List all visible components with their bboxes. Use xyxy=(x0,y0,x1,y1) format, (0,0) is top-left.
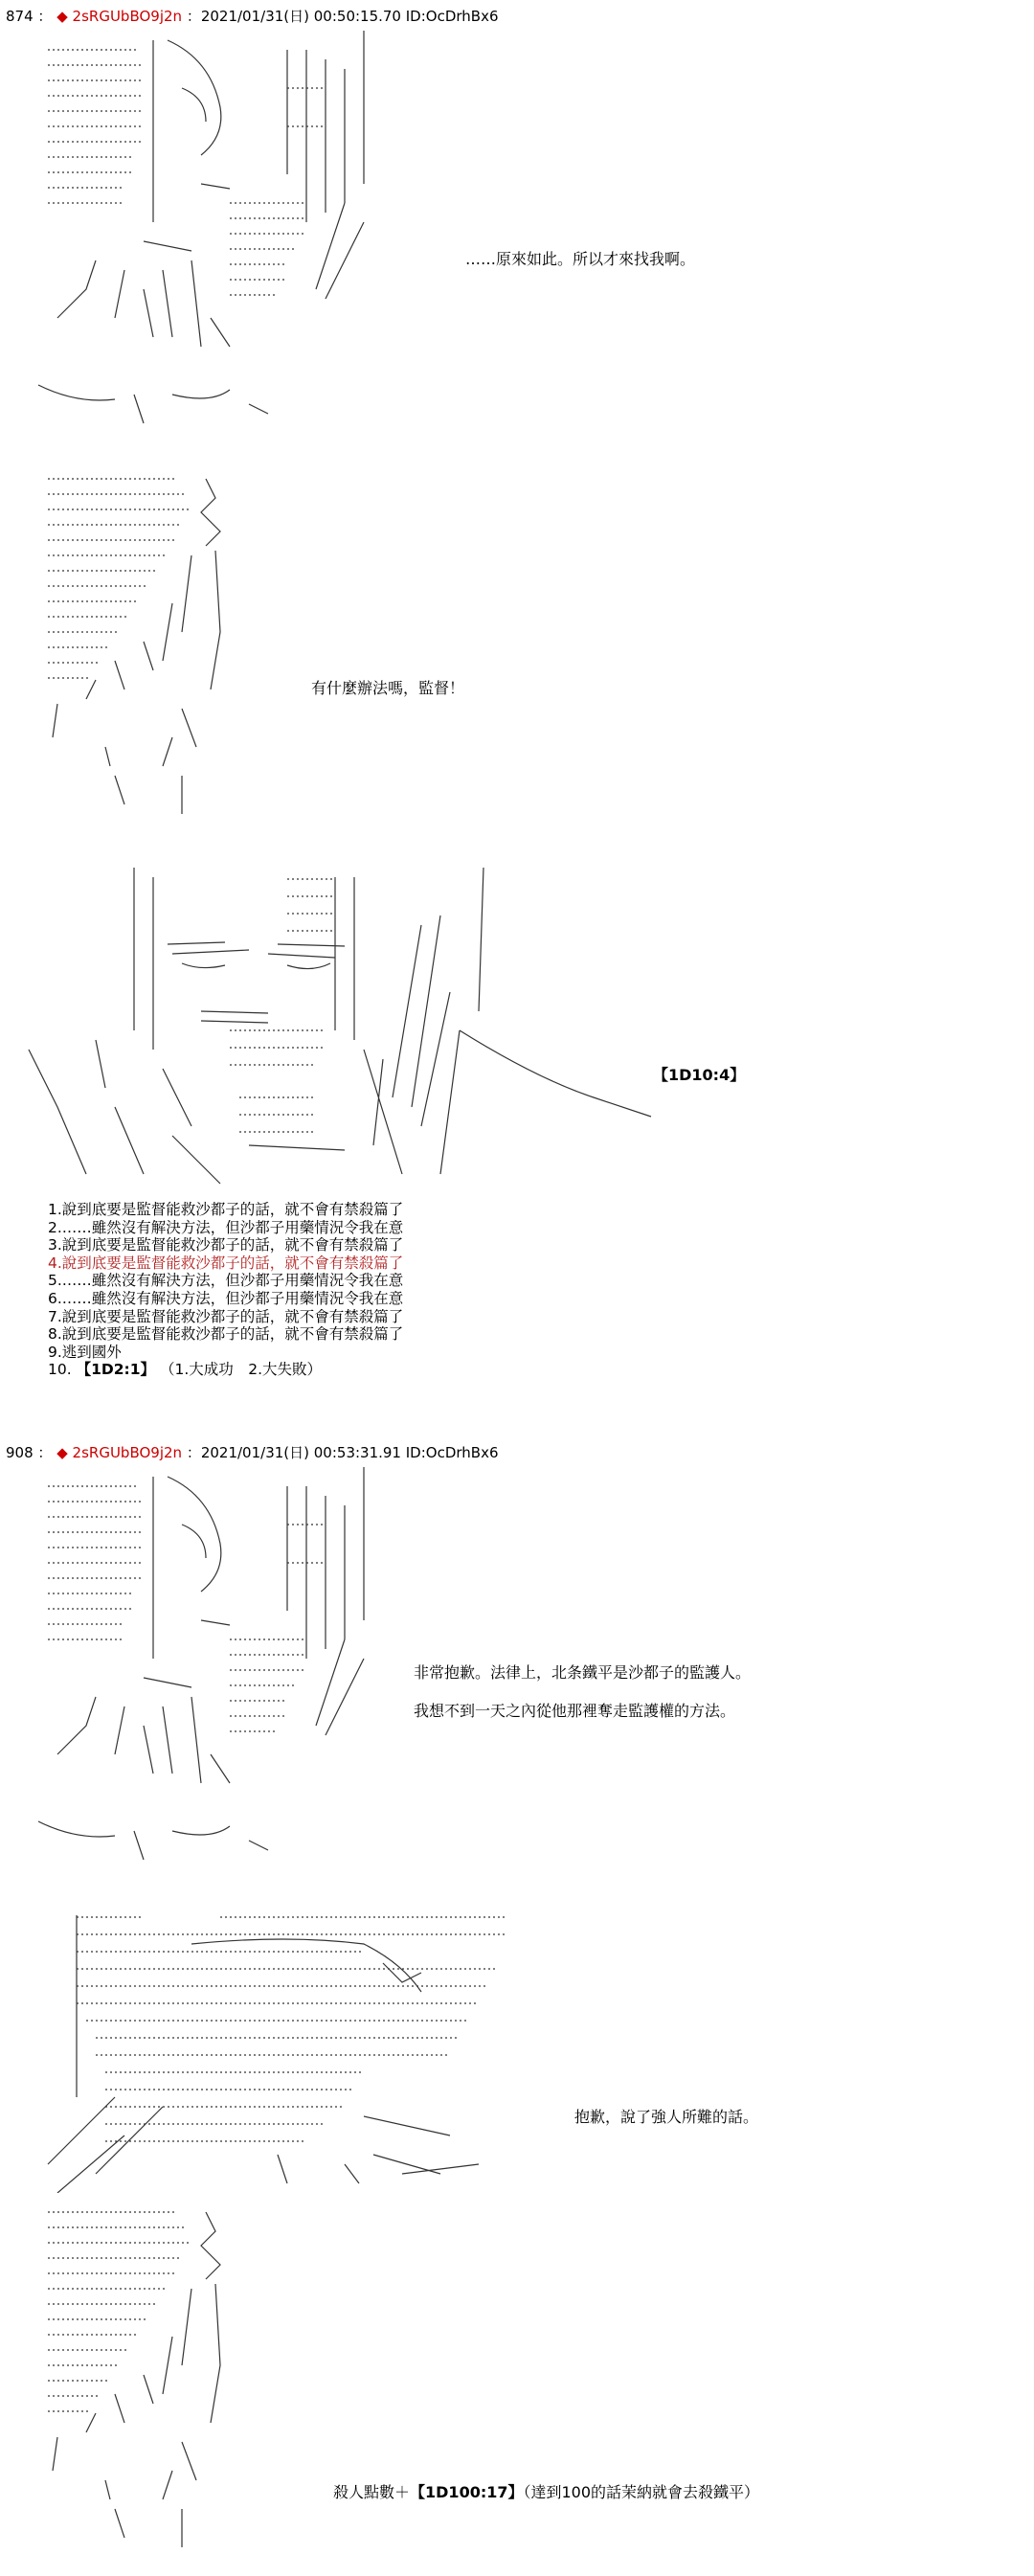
ascii-art-character-a-2 xyxy=(0,1467,440,1869)
ascii-art-character-b-1 xyxy=(0,460,306,824)
choice-item-8: 8.說到底要是監督能救沙都子的話，就不會有禁殺篇了 xyxy=(48,1325,404,1344)
ascii-art-character-c-1 xyxy=(0,858,670,1203)
dice-roll-1d10 xyxy=(653,1063,745,1085)
choice-item-2: 2.……雖然沒有解決方法，但沙都子用藥情況令我在意 xyxy=(48,1218,404,1236)
trip-diamond-icon: ◆ xyxy=(56,1444,68,1461)
post-meta: ：2021/01/31(日) 00:53:31.91 ID:OcDrhBx6 xyxy=(186,1444,499,1461)
dialogue-line-3: 非常抱歉。法律上，北条鐵平是沙都子的監護人。 xyxy=(414,1663,752,1682)
choice-item-10 xyxy=(48,1361,403,1379)
kill-points-label: 殺人點數＋ xyxy=(333,2483,411,2501)
dialogue-line-5: 抱歉，說了強人所難的話。 xyxy=(574,2108,759,2126)
post-separator: ： xyxy=(37,1444,53,1461)
post-number: 874 xyxy=(6,8,34,25)
dice-roll-1d100: 【1D100:17】 xyxy=(410,2483,524,2501)
trip-diamond-icon: ◆ xyxy=(56,8,68,25)
choice-10-prefix: 10. xyxy=(48,1361,72,1379)
choice-item-1: 1.說到底要是監督能救沙都子的話，就不會有禁殺篇了 xyxy=(48,1201,404,1218)
post-number: 908 xyxy=(6,1444,34,1461)
choice-10-dice: 【1D2:1】 xyxy=(76,1361,156,1379)
choice-item-7: 7.說到底要是監督能救沙都子的話，就不會有禁殺篇了 xyxy=(48,1307,404,1325)
post-meta: ：2021/01/31(日) 00:50:15.70 ID:OcDrhBx6 xyxy=(186,8,499,25)
post-separator: ： xyxy=(37,8,53,25)
choice-10-suffix: （1.大成功 2.大失敗） xyxy=(159,1361,323,1379)
choice-item-9: 9.逃到國外 xyxy=(48,1343,122,1361)
dialogue-line-6 xyxy=(333,2480,759,2502)
kill-points-note: （達到100的話茉納就會去殺鐵平） xyxy=(523,2483,760,2501)
dice-result: 【1D10:4】 xyxy=(653,1066,746,1084)
dialogue-line-4: 我想不到一天之內從他那裡奪走監護權的方法。 xyxy=(414,1702,736,1720)
dialogue-line-1: ……原來如此。所以才來找我啊。 xyxy=(465,250,696,268)
ascii-art-character-b-2 xyxy=(0,2193,306,2557)
ascii-art-character-d xyxy=(0,1906,536,2193)
choice-item-6: 6.……雖然沒有解決方法，但沙都子用藥情況令我在意 xyxy=(48,1289,404,1307)
post-header-874 xyxy=(6,6,499,26)
choice-item-5: 5.……雖然沒有解決方法，但沙都子用藥情況令我在意 xyxy=(48,1272,404,1290)
post-header-908 xyxy=(6,1442,499,1462)
choice-list xyxy=(48,1201,403,1379)
trip-code-link[interactable]: 2sRGUbBO9j2n xyxy=(72,8,183,25)
choice-item-3: 3.說到底要是監督能救沙都子的話，就不會有禁殺篇了 xyxy=(48,1236,404,1254)
ascii-art-character-a-1 xyxy=(0,31,440,433)
dialogue-line-2: 有什麼辦法嗎，監督！ xyxy=(311,679,465,697)
trip-code-link[interactable]: 2sRGUbBO9j2n xyxy=(72,1444,183,1461)
choice-item-4-selected: 4.說到底要是監督能救沙都子的話，就不會有禁殺篇了 xyxy=(48,1254,404,1272)
